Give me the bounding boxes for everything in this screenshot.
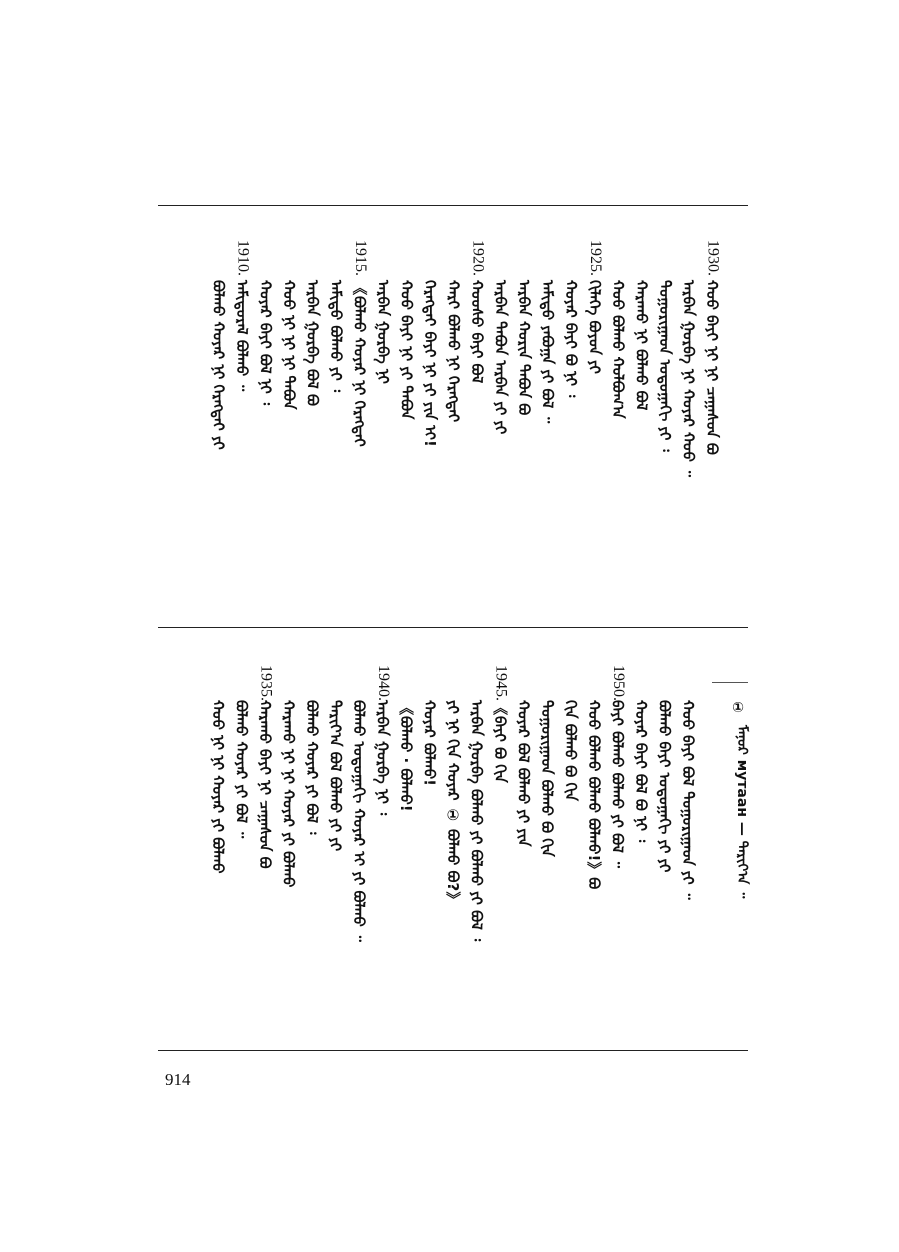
year-marker: 1920. bbox=[469, 240, 487, 276]
upper-verse-line: ᠪᠣᠯᠬᠣ ᠬᠣᠶᠠᠷ ᠨᠢ ᠬᠡᠷᠡᠭᠲᠡᠢ ᠶᠢ bbox=[209, 280, 228, 450]
upper-verse-line: 《ᠪᠣᠯᠬᠣ ᠬᠣᠶᠠᠷ ᠨᠢ ᠬᠡᠷᠡᠭᠲᠡᠢ bbox=[350, 280, 369, 447]
upper-verse-line: ᠠᠷᠪᠠᠨ ᠲᠠᠪᠤᠨ ᠠᠷᠪᠠᠨ ᠶᠢ ᠶᠢ bbox=[491, 280, 510, 435]
year-marker: 1945. bbox=[492, 665, 510, 701]
lower-verse-line: ᠬᠣᠶᠠᠷ ᠪᠣᠯ ᠪᠣᠯᠬᠣ ᠶᠢ ᠶᠢᠨ bbox=[514, 700, 533, 847]
lower-verse-line: ᠲᠣᠭᠣᠷᠢᠭᠠᠳ ᠪᠣᠯᠬᠣ ᠪᠣ ᠬᠢᠨ bbox=[538, 700, 556, 857]
middle-rule bbox=[158, 627, 748, 628]
upper-verse-line: ᠬᠣᠣ ᠪᠠᠶᠢ ᠨᠢ ᠨᠢ ᠴᠠᠭᠠᠰᠤᠨ ᠪᠣ bbox=[703, 280, 721, 455]
upper-verse-line: ᠠᠮᠢᠳᠤᠷᠠᠯ ᠪᠣᠯᠬᠣ ᠃ bbox=[233, 280, 251, 392]
lower-verse-line: ᠪᠣᠯᠬᠣ ᠬᠣᠶᠠᠷ ᠶᠢ ᠪᠣᠯ ᠃ bbox=[232, 700, 251, 839]
lower-verse-line: ᠬᠢᠨ ᠪᠣᠯᠬᠣ ᠪᠣ ᠬᠢᠨ bbox=[561, 700, 580, 802]
lower-verse-line: ᠬᠣᠣ ᠪᠠᠶᠢ ᠪᠣᠯ ᠲᠣᠭᠣᠷᠢᠭᠠᠳ ᠶᠢ ᠃ bbox=[679, 700, 697, 900]
upper-verse-line: ᠬᠣᠣ ᠪᠠᠶᠢ ᠨᠢ ᠶᠢ ᠲᠠᠪᠤᠨ bbox=[397, 280, 416, 420]
upper-verse-line: ᠬᠣᠣ ᠪᠣᠯᠬᠣ ᠬᠣᠯᠪᠣᠭ᠎ᠠ bbox=[609, 280, 627, 419]
upper-verse-line: ᠬᠠᠷᠢ ᠪᠣᠯᠬᠣ ᠨᠢ ᠬᠡᠷᠡᠭᠲᠡᠢ bbox=[444, 280, 463, 423]
upper-verse-line: ᠬᠣᠣ ᠨᠢ ᠨᠢ ᠨᠢ ᠲᠠᠪᠤᠨ bbox=[280, 280, 298, 410]
top-rule bbox=[158, 205, 748, 206]
upper-verse-line: ᠬᠣᠶᠠᠷ ᠪᠠᠶᠢ ᠪᠣᠯ ᠨᠢ ᠄ bbox=[256, 280, 275, 406]
upper-verse-line: ᠠᠷᠪᠠᠨ ᠭᠤᠷᠪᠠ ᠨᠢ bbox=[374, 280, 392, 384]
lower-verse-line: ᠬᠣᠣ ᠨᠢ ᠨᠢ ᠬᠣᠶᠠᠷ ᠶᠢ ᠪᠣᠯᠬᠣ bbox=[209, 700, 227, 874]
lower-verse-line: ᠲᠠᠷᠢᠶ᠎ᠠ ᠪᠣᠯ ᠪᠣᠯᠬᠣ ᠶᠢ ᠶᠢ bbox=[326, 700, 345, 852]
lower-verse-line: ᠠᠷᠪᠠᠨ ᠭᠤᠷᠪᠠ ᠪᠣᠯᠬᠣ ᠶᠢ ᠪᠣᠯᠬᠣ ᠶᠢ ᠪᠣᠯ ᠄ bbox=[467, 700, 486, 942]
year-marker: 1930. bbox=[704, 240, 722, 276]
year-marker: 1935. bbox=[257, 665, 275, 701]
upper-verse-line: ᠠᠷᠪᠠᠨ ᠭᠤᠷᠪᠠ ᠪᠣᠯ ᠪᠣ bbox=[303, 280, 322, 406]
lower-verse-line: 《ᠪᠣᠯᠬᠣ · ᠪᠣᠯᠬᠣ! bbox=[397, 700, 415, 812]
lower-verse-line: ᠬᠠᠷᠠᠬᠣ ᠪᠠᠶᠢ ᠨᠢ ᠴᠠᠭᠠᠰᠤᠨ ᠪᠣ bbox=[256, 700, 274, 869]
footnote-marker: ① bbox=[730, 700, 746, 716]
lower-verse-line: ᠬᠣᠣ ᠪᠣᠯᠬᠣ ᠪᠣᠯᠬᠣ ᠪᠣᠯᠬᠣ!》ᠪᠣ bbox=[585, 700, 603, 890]
upper-verse-line: ᠠᠮᠢᠳᠤ ᠪᠣᠯᠬᠣ ᠶᠢ ᠄ bbox=[327, 280, 345, 393]
year-marker: 1950. bbox=[609, 665, 627, 701]
year-marker: 1910. bbox=[234, 240, 252, 276]
lower-verse-line: ᠶᠢ ᠨᠢ ᠬᠢᠨ ᠬᠣᠶᠠᠷ ① ᠪᠣᠯᠬᠣ ᠪᠣ?》 bbox=[444, 700, 462, 908]
lower-verse-line: 《ᠪᠠᠶᠢ ᠪᠣ ᠬᠢᠨ bbox=[491, 700, 509, 783]
lower-verse-line: ᠬᠠᠷᠠᠬᠣ ᠨᠢ ᠨᠢ ᠬᠣᠶᠠᠷ ᠶᠢ ᠪᠣᠯᠬᠣ bbox=[279, 700, 298, 888]
upper-verse-line: ᠬᠡᠷᠡᠭᠲᠡᠢ ᠪᠠᠶᠢ ᠨᠢ ᠶᠢ ᠶᠢᠨ ᠢ! bbox=[421, 280, 439, 447]
lower-verse-line: ᠬᠣᠶᠠᠷ ᠪᠠᠶᠢ ᠪᠣᠯ ᠪᠣ ᠨᠢ ᠄ bbox=[632, 700, 650, 843]
year-marker: 1925. bbox=[586, 240, 604, 276]
lower-verse-line: ᠪᠣᠯᠬᠣ ᠬᠣᠶᠠᠷ ᠶᠢ ᠪᠣᠯ ᠄ bbox=[303, 700, 321, 835]
year-marker: 1940. bbox=[374, 665, 392, 701]
upper-verse-line: ᠬᠣᠣᠰᠣ ᠪᠠᠶᠢ ᠪᠣᠯ bbox=[468, 280, 486, 384]
upper-verse-line: ᠲᠣᠭᠣᠷᠢᠭᠠᠳ ᠣᠳᠣᠭᠠᠬᠢ ᠶᠢ ᠄ bbox=[656, 280, 674, 452]
lower-verse-line: ᠪᠣᠯᠬᠣ ᠪᠠᠶᠢ ᠣᠳᠣᠭᠠᠬᠢ ᠶᠢ ᠶᠢ bbox=[655, 700, 674, 873]
lower-verse-line: ᠠᠷᠪᠠᠨ ᠭᠤᠷᠪᠠ ᠨᠢ ᠄ bbox=[373, 700, 392, 816]
upper-verse-line: ᠠᠷᠪᠠᠨ ᠬᠣᠷᠢᠨ ᠲᠠᠪᠤᠨ ᠪᠣ bbox=[515, 280, 533, 416]
year-marker: 1915. bbox=[351, 240, 369, 276]
upper-verse-line: ᠬᠣᠶᠠᠷ ᠪᠠᠶᠢ ᠪᠣ ᠨᠢ ᠄ bbox=[562, 280, 580, 398]
lower-verse-line: ᠪᠠᠶᠢ ᠪᠣᠯᠬᠣ ᠪᠣᠯᠬᠣ ᠶᠢ ᠪᠣᠯ ᠃ bbox=[608, 700, 627, 868]
footnote-rule bbox=[712, 682, 748, 683]
footnote-text: ᠮᠠᠨᠣᠷ мутаан — ᠲᠠᠷᠢᠶ᠎ᠠ ᠃ bbox=[734, 725, 750, 899]
upper-verse-line: ᠬᠠᠷᠠᠬᠣ ᠨᠢ ᠪᠣᠯᠬᠣ ᠪᠣᠯ bbox=[632, 280, 651, 411]
upper-verse-line: ᠠᠷᠪᠠᠨ ᠭᠤᠷᠪᠠ ᠨᠢ ᠬᠣᠶᠠᠷ ᠬᠣᠣ ᠃ bbox=[679, 280, 698, 477]
bottom-rule bbox=[158, 1050, 748, 1051]
upper-verse-line: ᠬᠢᠯᠡᠭᠡ ᠪᠣᠶᠣᠨ ᠶᠢ bbox=[585, 280, 604, 374]
lower-verse-line: ᠪᠣᠯᠬᠣ ᠣᠳᠣᠭᠠᠬᠢ ᠬᠣᠶᠠᠷ ᠢ ᠶᠢ ᠪᠣᠯᠬᠣ ᠃ bbox=[350, 700, 368, 942]
page-number: 914 bbox=[165, 1070, 191, 1089]
upper-verse-line: ᠠᠮᠢᠳᠤ ᠶᠠᠪᠤᠭᠠ ᠶᠢ ᠪᠣᠯ ᠃ bbox=[538, 280, 557, 424]
lower-verse-line: ᠬᠣᠶᠠᠷ ᠪᠣᠯᠬᠣ! bbox=[420, 700, 439, 786]
